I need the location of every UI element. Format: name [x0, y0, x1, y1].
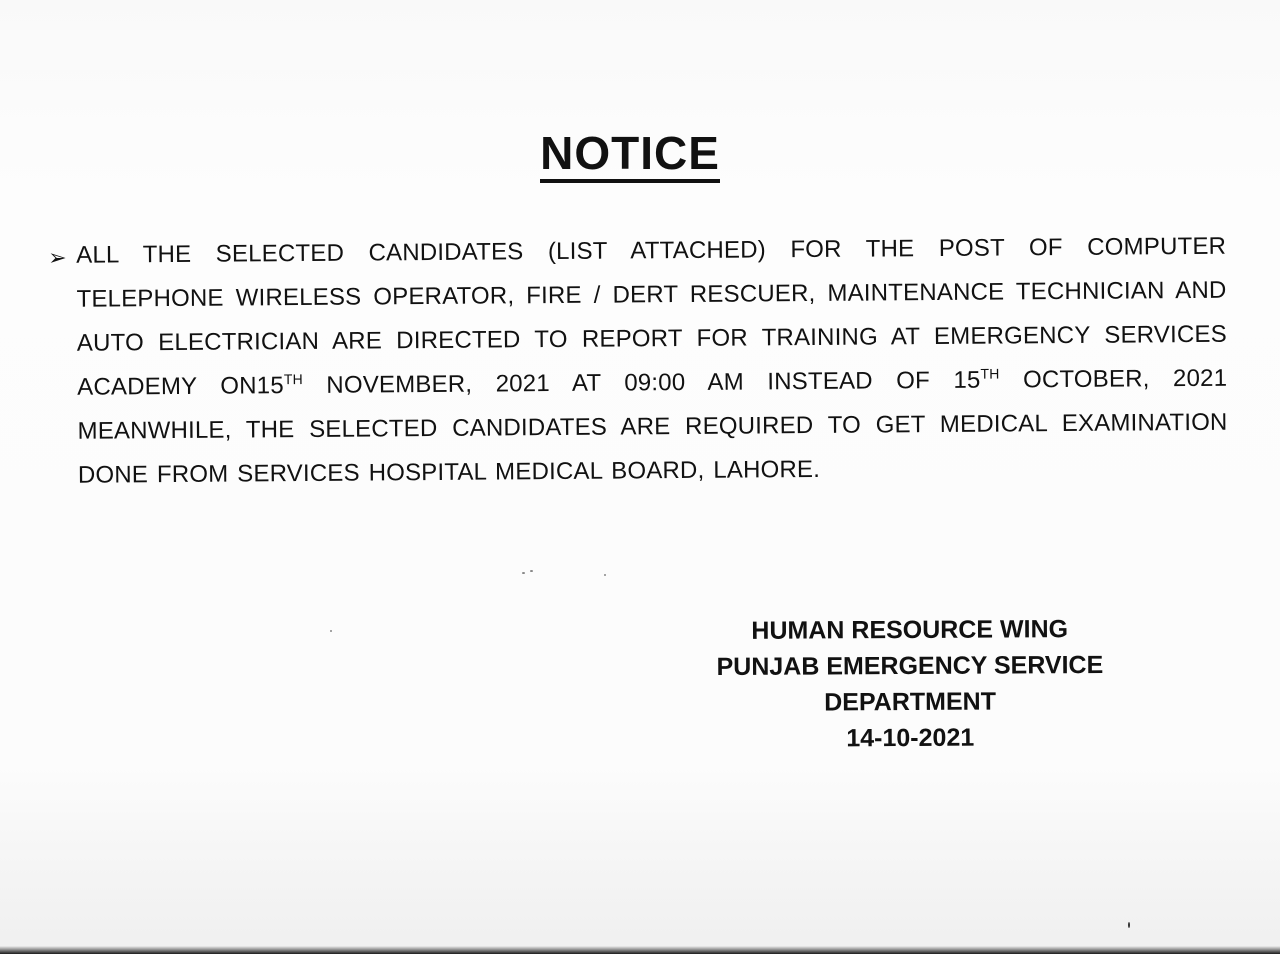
notice-title	[0, 126, 1260, 180]
line-4-part-3: OCTOBER, 2021	[999, 364, 1228, 394]
scan-speck	[330, 630, 332, 632]
notice-line-4-text	[77, 365, 1227, 402]
scan-edge-shadow	[0, 946, 1280, 954]
line-4-part-2: NOVEMBER, 2021 AT 09:00 AM INSTEAD OF 15	[302, 366, 981, 400]
signature-date: 14-10-2021	[846, 723, 975, 753]
line-4-sup-2: TH	[980, 365, 1000, 382]
notice-line-6	[50, 443, 1230, 496]
signature-block	[660, 611, 1161, 758]
scan-speck	[1128, 922, 1130, 928]
line-4-sup-1: TH	[283, 371, 303, 388]
scan-speck	[604, 574, 606, 576]
signature-service: PUNJAB EMERGENCY SERVICE	[716, 650, 1104, 682]
signature-wing: HUMAN RESOURCE WING	[751, 615, 1069, 645]
notice-line-6-text: DONE FROM SERVICES HOSPITAL MEDICAL BOARD, LAHORE.	[77, 455, 821, 489]
notice-line-3-text: AUTO ELECTRICIAN ARE DIRECTED TO REPORT FOR TRAINING AT EMERGENCY SERVICES	[76, 320, 1227, 357]
notice-body	[48, 223, 1230, 496]
notice-title-text: NOTICE	[540, 127, 720, 183]
signature-department: DEPARTMENT	[824, 687, 997, 717]
notice-line-1-text: ALL THE SELECTED CANDIDATES (LIST ATTACHED) FOR THE POST OF COMPUTER	[76, 232, 1227, 269]
notice-line-5-text: MEANWHILE, THE SELECTED CANDIDATES ARE REQUIRED TO GET MEDICAL EXAMINATION	[77, 408, 1228, 445]
scan-speck	[530, 570, 533, 572]
scan-speck	[522, 572, 525, 574]
line-4-part-1: ACADEMY ON15	[77, 372, 284, 401]
bullet-arrow-icon: ➢	[48, 244, 67, 270]
notice-line-2-text: TELEPHONE WIRELESS OPERATOR, FIRE / DERT RESCUER, MAINTENANCE TECHNICIAN AND	[76, 276, 1227, 313]
